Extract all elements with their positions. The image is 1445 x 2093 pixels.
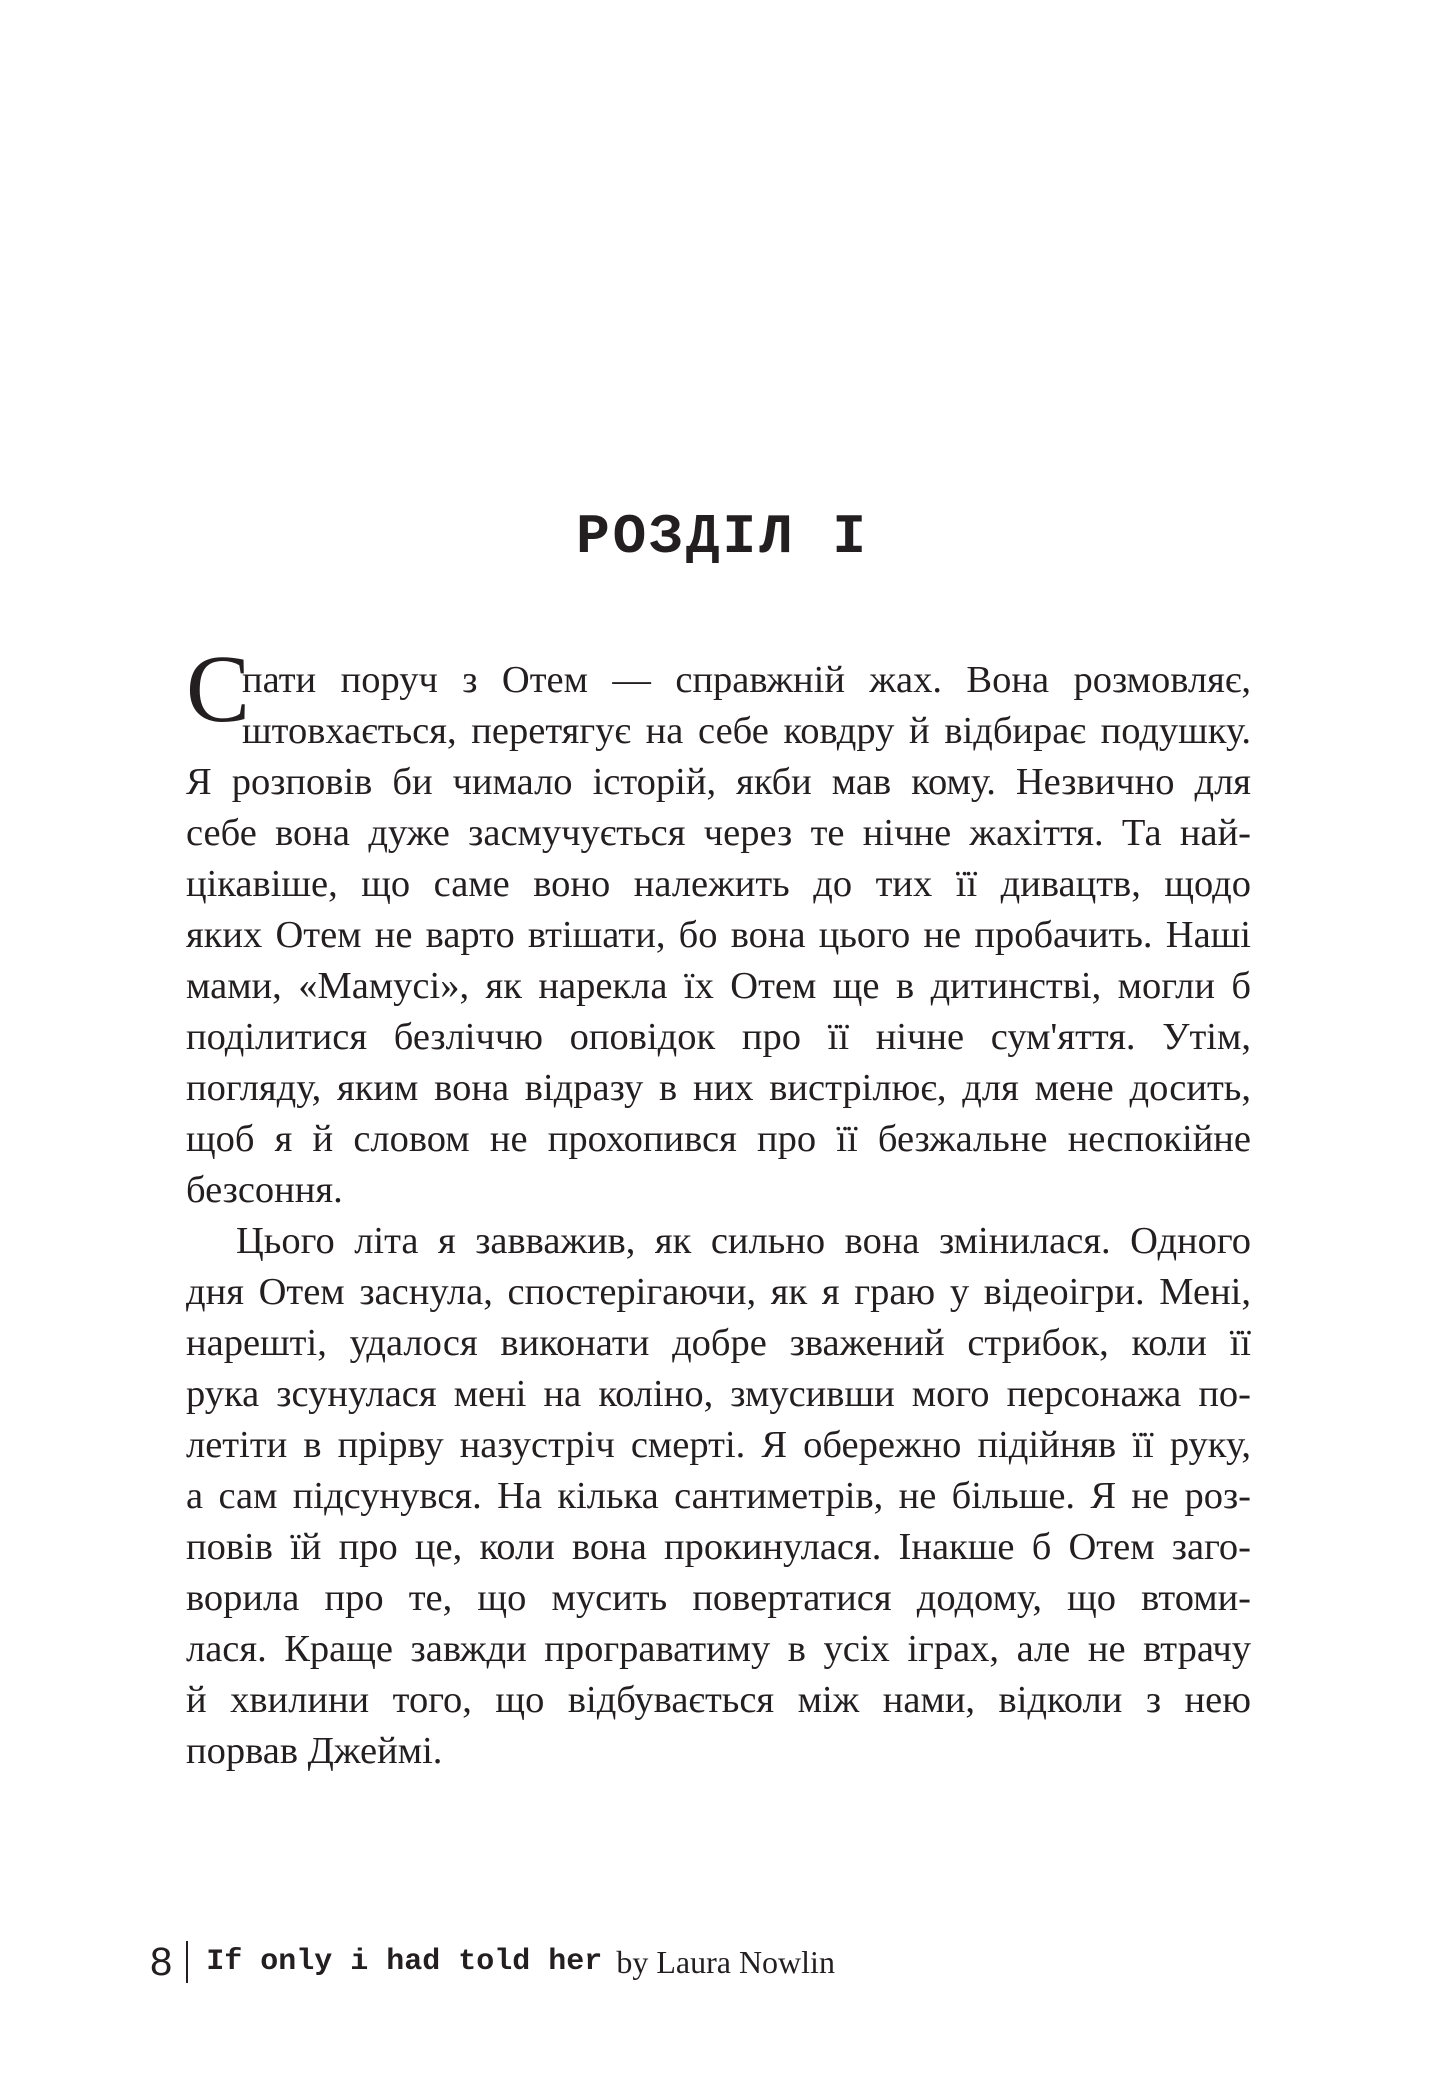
paragraph-1 bbox=[186, 635, 1251, 1216]
book-title: If only i had told her bbox=[206, 1945, 603, 1979]
text-line: щоб я й словом не прохопився про її безжальне неспокійне bbox=[186, 1118, 1251, 1160]
text-line: ворила про те, що мусить повертатися додому, що втоми- bbox=[186, 1577, 1251, 1619]
text-line: летіти в прірву назустріч смерті. Я обережно підійняв її руку, bbox=[186, 1424, 1251, 1466]
text-line: Цього літа я завважив, як сильно вона змінилася. Одного bbox=[236, 1220, 1251, 1262]
book-author: by Laura Nowlin bbox=[616, 1943, 835, 1980]
paragraph-2 bbox=[186, 1216, 1251, 1777]
text-line: пати поруч з Отем — справжній жах. Вона розмовляє, bbox=[242, 659, 1251, 701]
chapter-title: РОЗДІЛ I bbox=[576, 505, 869, 569]
text-line: повів їй про це, коли вона прокинулася. Інакше б Отем заго- bbox=[186, 1526, 1251, 1568]
text-line: погляду, яким вона відразу в них вистрілює, для мене досить, bbox=[186, 1067, 1251, 1109]
text-line: Я розповів би чимало історій, якби мав кому. Незвично для bbox=[186, 761, 1251, 803]
drop-cap: С bbox=[186, 635, 245, 742]
text-line: мами, «Мамусі», як нарекла їх Отем ще в дитинстві, могли б bbox=[186, 965, 1251, 1007]
text-line: себе вона дуже засмучується через те нічне жахіття. Та най- bbox=[186, 812, 1251, 854]
text-line: цікавіше, що саме воно належить до тих її дивацтв, щодо bbox=[186, 863, 1251, 905]
text-line: штовхається, перетягує на себе ковдру й відбирає подушку. bbox=[242, 710, 1251, 752]
text-line: нарешті, удалося виконати добре зважений стрибок, коли її bbox=[186, 1322, 1251, 1364]
text-line: а сам підсунувся. На кілька сантиметрів, не більше. Я не роз- bbox=[186, 1475, 1251, 1517]
text-line: поділитися безліччю оповідок про її нічне сум'яття. Утім, bbox=[186, 1016, 1251, 1058]
body-text bbox=[186, 635, 1251, 1777]
page-number: 8 bbox=[150, 1939, 173, 1984]
text-line: дня Отем заснула, спостерігаючи, як я граю у відеоігри. Мені, bbox=[186, 1271, 1251, 1313]
text-line: порвав Джеймі. bbox=[186, 1730, 443, 1772]
text-line: яких Отем не варто втішати, бо вона цього не пробачить. Наші bbox=[186, 914, 1251, 956]
page-footer bbox=[150, 1936, 835, 1988]
footer-divider bbox=[186, 1941, 188, 1983]
text-line: й хвилини того, що відбувається між нами, відколи з нею bbox=[186, 1679, 1251, 1721]
text-line: лася. Краще завжди програватиму в усіх іграх, але не втрачу bbox=[186, 1628, 1251, 1670]
text-line: безсоння. bbox=[186, 1169, 343, 1211]
text-line: рука зсунулася мені на коліно, змусивши мого персонажа по- bbox=[186, 1373, 1251, 1415]
